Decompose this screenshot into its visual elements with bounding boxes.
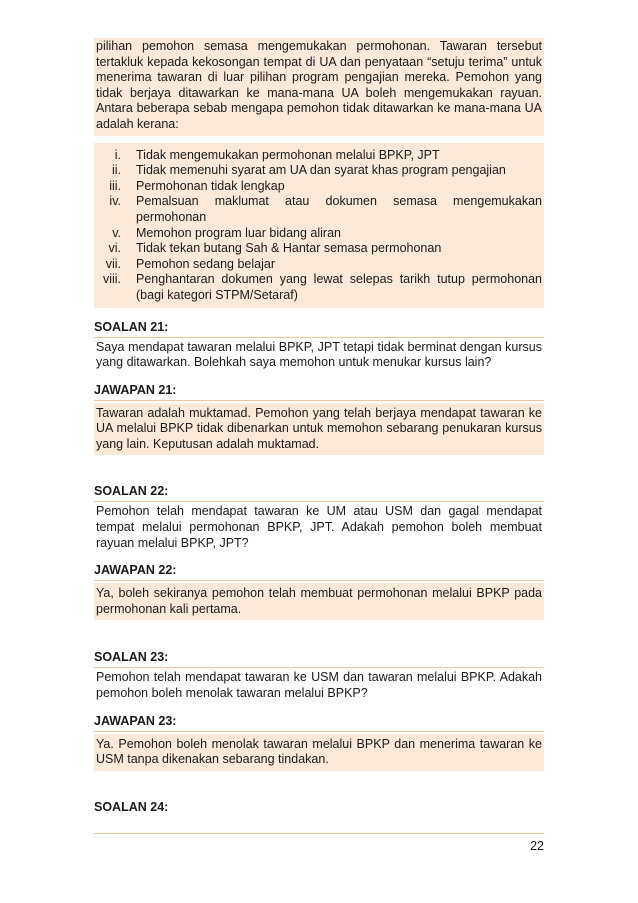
list-item-number: iii. [109,178,121,193]
list-item [96,257,542,273]
list-item-number: v. [112,225,121,240]
list-item [96,163,542,179]
question-21-text: Saya mendapat tawaran melalui BPKP, JPT tetapi tidak berminat dengan kursus yang ditawarkan. Bolehkah saya memohon untuk menukar kursus lain? [96,339,542,370]
list-item-text: Tidak mengemukakan permohonan melalui BPKP, JPT [136,147,440,162]
page-number-value: 22 [530,839,544,853]
list-item-number: iv. [109,194,121,209]
list-item-text: Penghantaran dokumen yang lewat selepas tarikh tutup permohonan (bagi kategori STPM/Setaraf) [136,272,542,302]
list-item [96,272,542,303]
answer-23-text: Ya. Pemohon boleh menolak tawaran melalui BPKP dan menerima tawaran ke USM tanpa dikenakan sebarang tindakan. [94,734,544,771]
question-21-label: SOALAN 21: [94,320,544,338]
reasons-list [96,148,542,304]
list-item-text: Tidak memenuhi syarat am UA dan syarat khas program pengajian [136,163,506,178]
list-item-number: i. [114,147,121,162]
list-item-text: Pemohon sedang belajar [136,256,275,271]
intro-paragraph: pilihan pemohon semasa mengemukakan permohonan. Tawaran tersebut tertakluk kepada kekosongan tempat di UA dan penyataan “setuju terima” untuk menerima tawaran di luar pilihan program pengajian mereka. Pemohon yang tidak berjaya ditawarkan ke mana-mana UA boleh mengemukakan rayuan. Antara beberapa sebab mengapa pemohon tidak ditawarkan ke mana-mana UA adalah kerana: [94,38,544,136]
list-item-number: viii. [102,272,121,287]
page-number [94,833,544,853]
answer-21-text: Tawaran adalah muktamad. Pemohon yang telah berjaya mendapat tawaran ke UA melalui BPKP tidak dibenarkan untuk memohon sebarang penukaran kursus yang lain. Keputusan adalah muktamad. [94,403,544,456]
answer-23-label: JAWAPAN 23: [94,714,544,732]
list-item [96,194,542,225]
question-22-text: Pemohon telah mendapat tawaran ke UM atau USM dan gagal mendapat tempat melalui permohonan BPKP, JPT. Adakah pemohon boleh membuat rayuan melalui BPKP, JPT? [96,504,542,550]
list-item-number: vi. [108,241,121,256]
list-item-text: Memohon program luar bidang aliran [136,225,341,240]
list-item [96,241,542,257]
question-23-label: SOALAN 23: [94,650,544,668]
answer-22-label: JAWAPAN 22: [94,563,544,581]
list-item [96,226,542,242]
document-page [94,38,544,815]
list-item-number: ii. [111,163,121,178]
reasons-box [94,143,544,308]
question-23-text: Pemohon telah mendapat tawaran ke USM dan tawaran melalui BPKP. Adakah pemohon boleh menolak tawaran melalui BPKP? [96,670,542,701]
answer-22-text: Ya, boleh sekiranya pemohon telah membuat permohonan melalui BPKP pada permohonan kali pertama. [94,583,544,620]
question-22-label: SOALAN 22: [94,484,544,502]
list-item-text: Permohonan tidak lengkap [136,178,285,193]
list-item [96,148,542,164]
list-item [96,179,542,195]
answer-21-label: JAWAPAN 21: [94,383,544,401]
question-24-label: SOALAN 24: [94,799,169,814]
list-item-text: Pemalsuan maklumat atau dokumen semasa mengemukakan permohonan [136,194,542,224]
list-item-text: Tidak tekan butang Sah & Hantar semasa permohonan [136,241,442,256]
list-item-number: vii. [105,256,121,271]
